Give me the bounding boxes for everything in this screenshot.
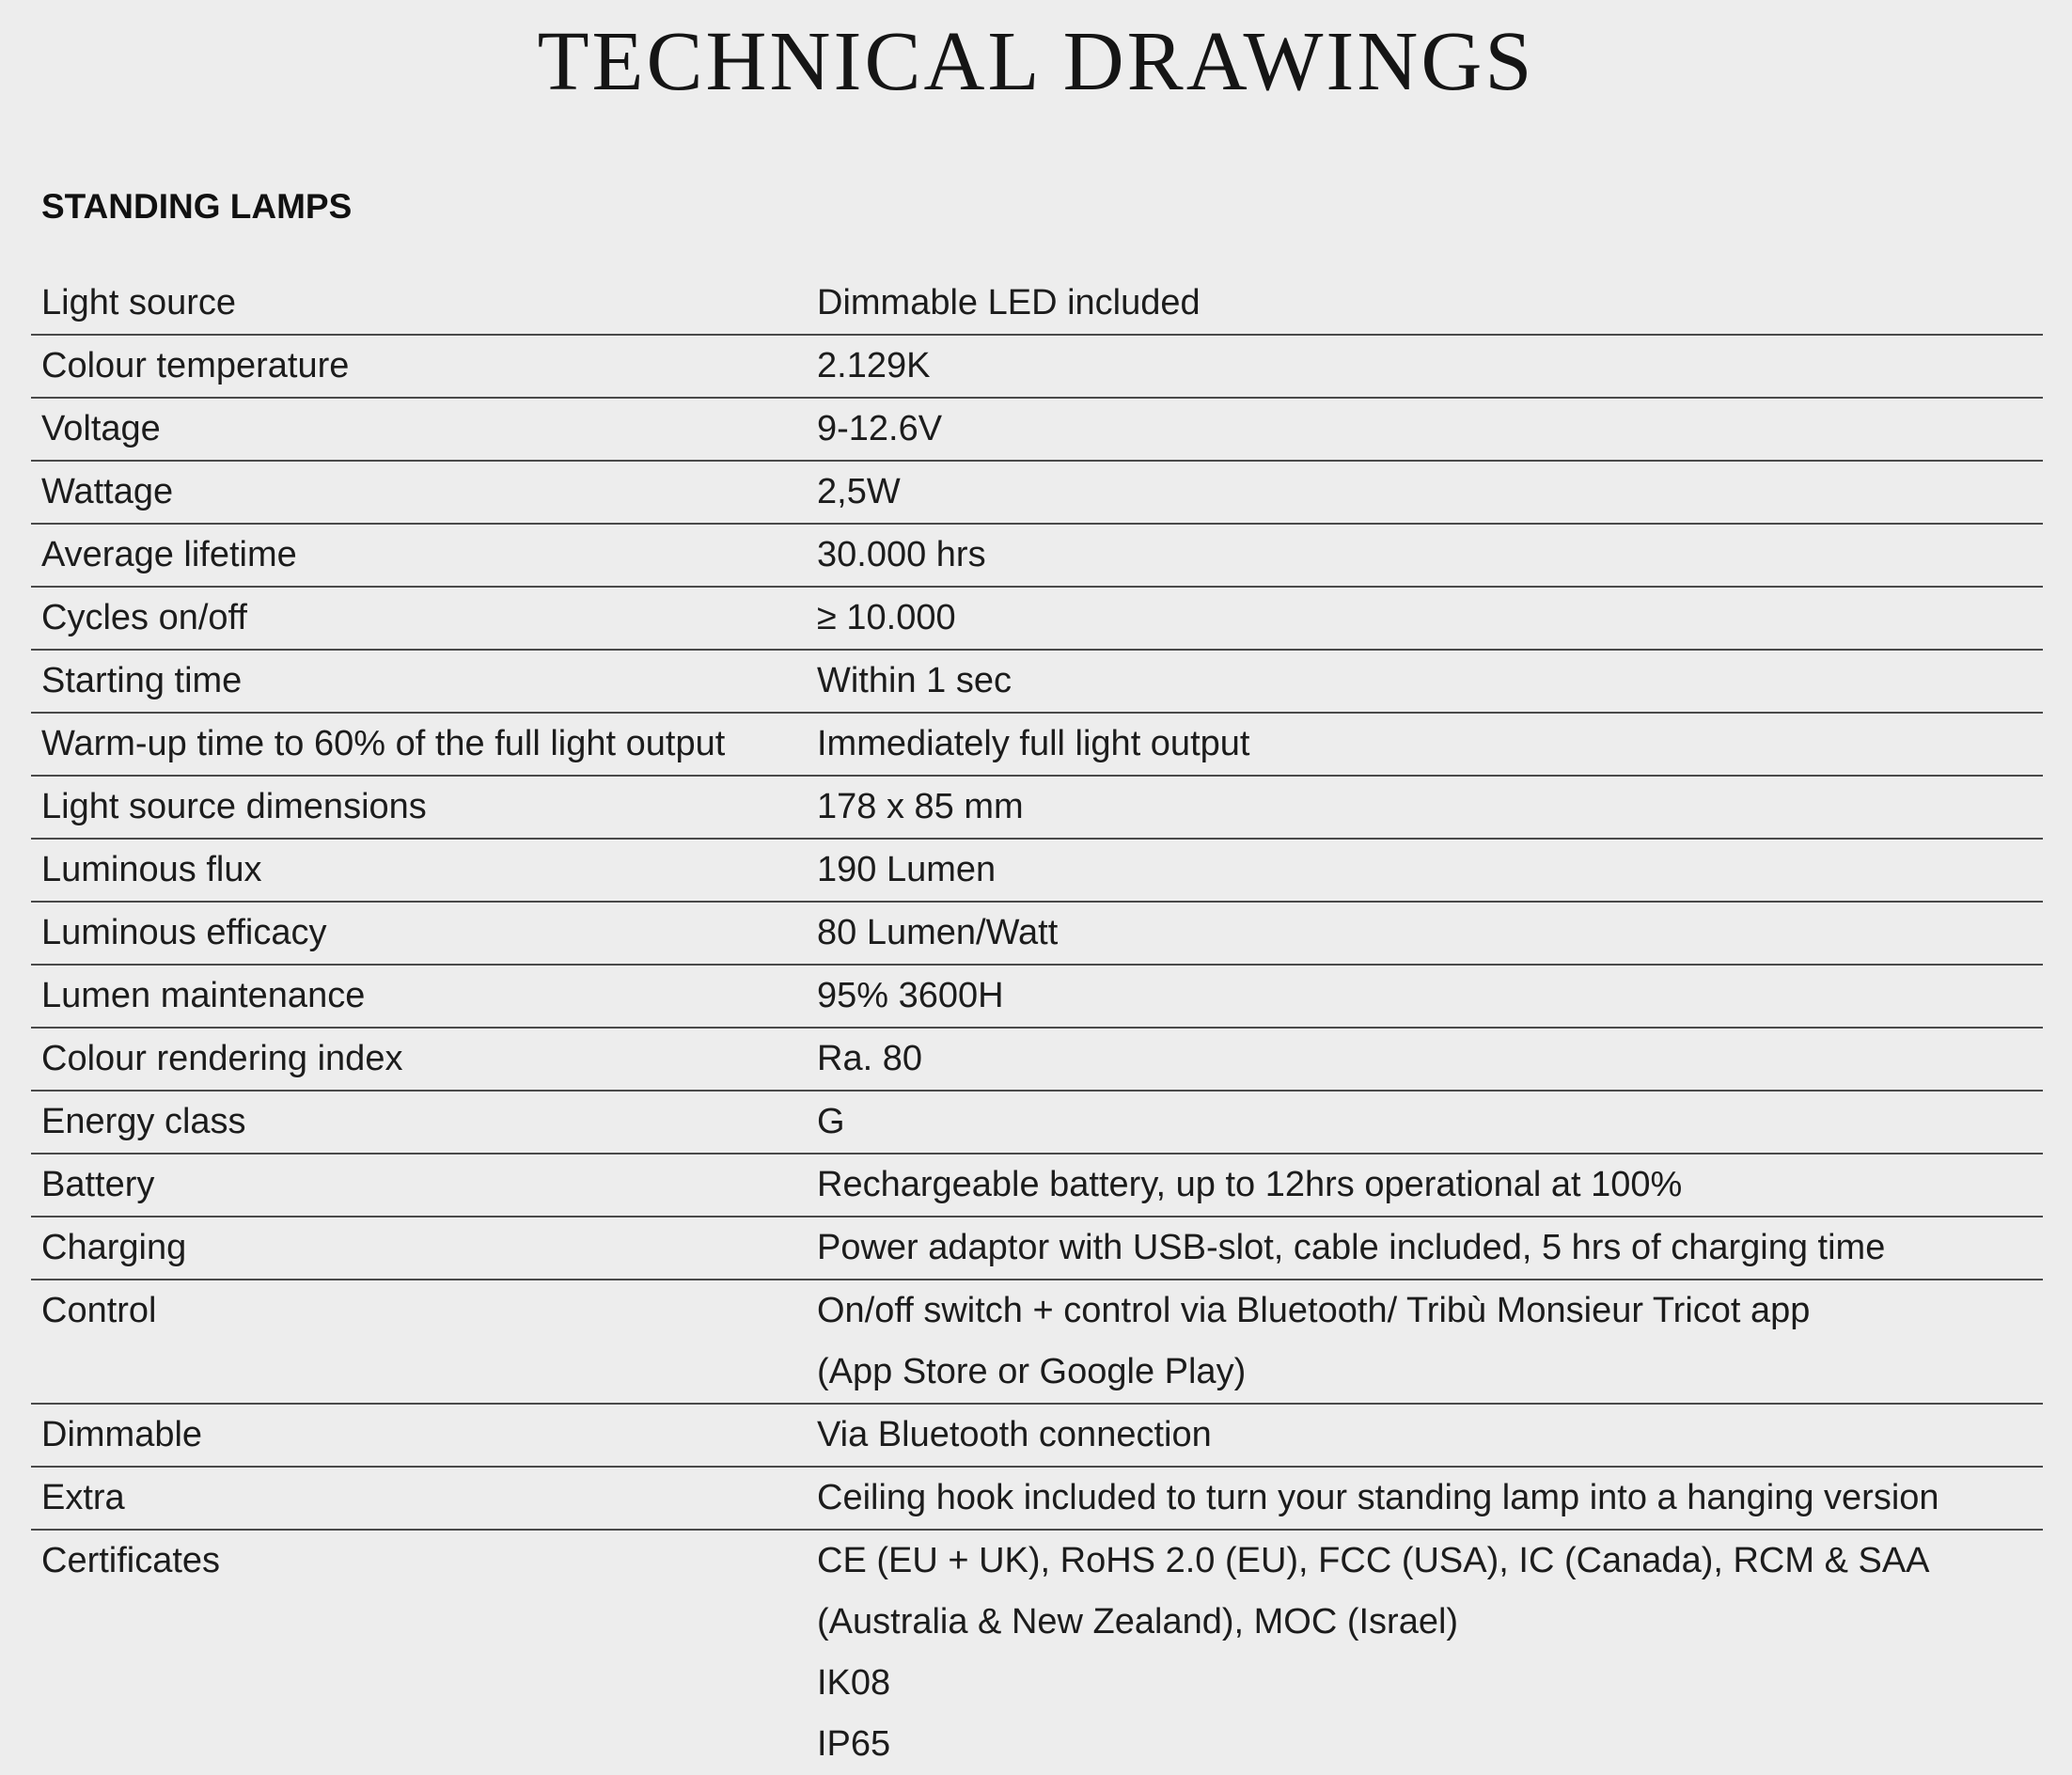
spec-label: Extra — [41, 1478, 125, 1517]
spec-row — [31, 714, 2043, 777]
spec-value: Ra. 80 — [817, 1039, 922, 1078]
spec-row — [31, 1531, 2043, 1775]
spec-label: Light source — [41, 283, 237, 322]
spec-value: On/off switch + control via Bluetooth/ Tribù Monsieur Tricot app — [817, 1291, 1811, 1330]
spec-value-cell — [817, 336, 2043, 397]
spec-row — [31, 336, 2043, 399]
spec-row — [31, 1155, 2043, 1217]
spec-label: Voltage — [41, 409, 161, 448]
spec-value: 30.000 hrs — [817, 535, 986, 574]
spec-value: (Australia & New Zealand), MOC (Israel) — [817, 1602, 1459, 1641]
spec-row — [31, 462, 2043, 525]
spec-label: Light source dimensions — [41, 787, 427, 826]
spec-label: Energy class — [41, 1102, 246, 1141]
spec-row — [31, 1092, 2043, 1155]
spec-value: 2,5W — [817, 472, 901, 511]
spec-label: Battery — [41, 1165, 155, 1204]
spec-label: Average lifetime — [41, 535, 297, 574]
spec-value: 95% 3600H — [817, 976, 1004, 1015]
spec-value-cell — [817, 1029, 2043, 1090]
spec-value: Immediately full light output — [817, 724, 1250, 763]
spec-value-cell — [817, 525, 2043, 586]
spec-row — [31, 1217, 2043, 1280]
spec-row — [31, 1280, 2043, 1405]
spec-value: Dimmable LED included — [817, 283, 1201, 322]
spec-value-cell — [817, 840, 2043, 901]
spec-row — [31, 840, 2043, 903]
spec-label: Luminous flux — [41, 850, 262, 889]
spec-row — [31, 273, 2043, 336]
spec-value-cell — [817, 651, 2043, 712]
spec-row — [31, 525, 2043, 588]
spec-row — [31, 399, 2043, 462]
spec-label: Colour temperature — [41, 346, 350, 385]
spec-row — [31, 966, 2043, 1029]
page-title: TECHNICAL DRAWINGS — [537, 15, 1535, 108]
spec-label: Charging — [41, 1228, 187, 1267]
spec-row — [31, 1405, 2043, 1468]
spec-label: Dimmable — [41, 1415, 203, 1454]
spec-row — [31, 903, 2043, 966]
spec-value: Power adaptor with USB-slot, cable included, 5 hrs of charging time — [817, 1228, 1886, 1267]
spec-label: Luminous efficacy — [41, 913, 327, 952]
spec-label: Colour rendering index — [41, 1039, 403, 1078]
spec-value: 178 x 85 mm — [817, 787, 1024, 826]
spec-value: 9-12.6V — [817, 409, 943, 448]
spec-value-cell — [817, 273, 2043, 334]
spec-value-cell — [817, 588, 2043, 649]
spec-row — [31, 651, 2043, 714]
spec-label: Lumen maintenance — [41, 976, 366, 1015]
spec-value: 2.129K — [817, 346, 931, 385]
spec-value: 80 Lumen/Watt — [817, 913, 1059, 952]
spec-value-cell — [817, 714, 2043, 775]
spec-value: CE (EU + UK), RoHS 2.0 (EU), FCC (USA), IC (Canada), RCM & SAA — [817, 1541, 1930, 1580]
spec-value-cell — [817, 903, 2043, 964]
spec-value: Via Bluetooth connection — [817, 1415, 1212, 1454]
spec-label: Cycles on/off — [41, 598, 247, 637]
spec-value-cell — [817, 1217, 2043, 1279]
spec-value: 190 Lumen — [817, 850, 997, 889]
spec-value-cell — [817, 1155, 2043, 1216]
spec-value-cell — [817, 1280, 2043, 1403]
spec-table — [31, 273, 2043, 1775]
spec-value-cell — [817, 1531, 2043, 1775]
spec-row — [31, 777, 2043, 840]
spec-row — [31, 588, 2043, 651]
spec-row — [31, 1029, 2043, 1092]
spec-value-cell — [817, 777, 2043, 838]
spec-row — [31, 1468, 2043, 1531]
spec-value: ≥ 10.000 — [817, 598, 956, 637]
spec-value-cell — [817, 1092, 2043, 1153]
spec-label: Warm-up time to 60% of the full light output — [41, 724, 726, 763]
spec-label: Wattage — [41, 472, 174, 511]
spec-value: IP65 — [817, 1724, 891, 1764]
spec-value: Rechargeable battery, up to 12hrs operational at 100% — [817, 1165, 1683, 1204]
spec-value-cell — [817, 1405, 2043, 1466]
spec-value: Ceiling hook included to turn your standing lamp into a hanging version — [817, 1478, 1939, 1517]
spec-value-cell — [817, 399, 2043, 460]
spec-label: Starting time — [41, 661, 243, 700]
spec-value: IK08 — [817, 1663, 891, 1703]
section-title: STANDING LAMPS — [41, 187, 353, 226]
spec-label: Certificates — [41, 1541, 221, 1580]
spec-label: Control — [41, 1291, 157, 1330]
spec-value: (App Store or Google Play) — [817, 1352, 1247, 1391]
spec-value-cell — [817, 1468, 2043, 1529]
spec-value: G — [817, 1102, 845, 1141]
spec-value-cell — [817, 462, 2043, 523]
spec-value-cell — [817, 966, 2043, 1027]
spec-value: Within 1 sec — [817, 661, 1012, 700]
